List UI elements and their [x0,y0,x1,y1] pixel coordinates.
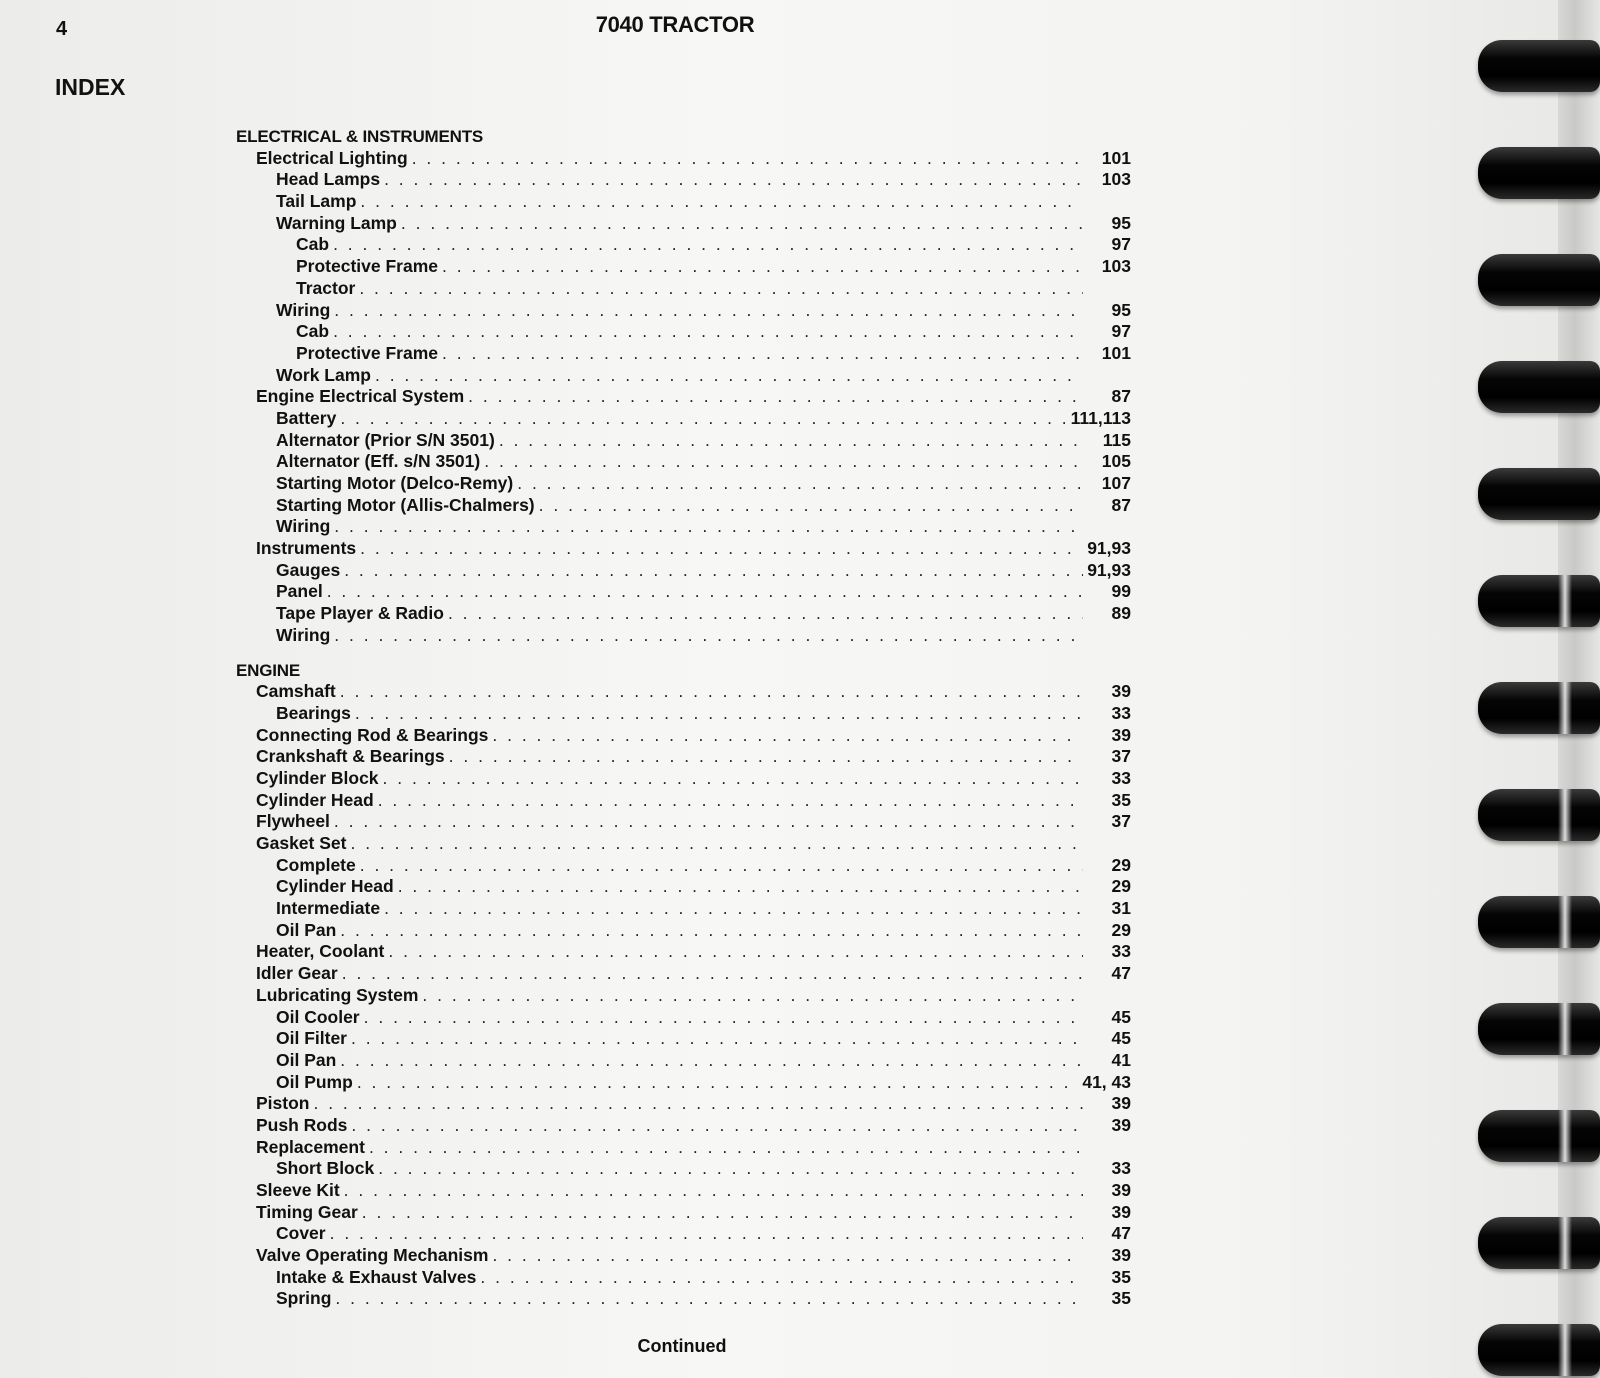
index-entry-page: 35 [1111,1266,1131,1287]
index-entry-page: 39 [1111,1093,1131,1114]
index-entry [236,1050,1131,1072]
index-entry-page: 105 [1101,451,1131,472]
index-entry-page: 115 [1102,429,1131,450]
dot-leader [492,1245,1083,1267]
index-entry-label: Piston [256,1093,310,1114]
dot-leader [340,1050,1083,1072]
dot-leader [335,1288,1083,1310]
index-entry-label: Gauges [276,559,341,580]
dot-leader [357,1072,1079,1094]
index-entry-label: Cylinder Head [256,789,374,810]
dot-leader [378,1158,1083,1180]
index-entry-label: Oil Pump [276,1071,353,1092]
binding-coil [1478,682,1600,734]
index-entry-page: 39 [1111,724,1131,745]
index-entry-label: Work Lamp [276,364,371,385]
index-entry [236,365,1131,387]
index-entry [236,581,1131,603]
coil-highlight [1558,575,1572,627]
index-entry [236,1072,1131,1094]
index-entry-label: Gasket Set [256,833,347,853]
index-entry-page: 45 [1111,1006,1131,1027]
index-entry [236,876,1131,898]
index-entry-label: Tape Player & Radio [276,603,444,624]
dot-leader [344,1180,1083,1202]
index-entry-label: Alternator (Prior S/N 3501) [276,429,495,450]
dot-leader [517,473,1083,495]
dot-leader [333,321,1083,343]
index-entry-label: Warning Lamp [276,212,397,233]
dot-leader [333,234,1083,256]
index-entry-page: 99 [1111,581,1131,602]
index-entry [236,516,1131,538]
index-entry [236,495,1131,517]
index-entry-page: 95 [1111,212,1131,233]
index-entry-label: Replacement [256,1136,365,1157]
dot-leader [378,790,1083,812]
index-entry-page: 39 [1111,1201,1131,1222]
index-entry [236,703,1131,725]
index-entry-label: Tail Lamp [276,191,357,212]
index-entry-page: 95 [1111,299,1131,320]
dot-leader [398,876,1083,898]
index-entry-label: Cab [296,321,330,342]
index-entry-label: Valve Operating Mechanism [256,1245,489,1266]
index-entry-page: 87 [1111,494,1131,515]
index-entry [236,1007,1131,1029]
binding-coil [1478,254,1600,306]
binding-coil [1478,361,1600,413]
index-entry-label: Lubricating System [256,984,419,1005]
index-entry [236,538,1131,560]
index-entry-label: Wiring [276,516,331,537]
index-entry-page: 33 [1111,941,1131,962]
index-entry [236,725,1131,747]
index-entry [236,560,1131,582]
index-entry [236,1180,1131,1202]
index-entry [236,451,1131,473]
index-entry [236,256,1131,278]
index-entry [236,1158,1131,1180]
index-entry [236,746,1131,768]
index-entry-page: 107 [1101,473,1131,493]
index-entry-page: 33 [1111,702,1131,723]
dot-leader [484,451,1083,473]
index-entry-label: Protective Frame [296,256,439,277]
dot-leader [351,1028,1083,1050]
index-entry-page: 35 [1111,789,1131,810]
index-entry [236,148,1131,170]
dot-leader [480,1267,1083,1289]
index-entry-page: 35 [1111,1288,1131,1309]
index-entry-page: 103 [1101,169,1131,190]
binding-coil [1478,1110,1600,1162]
coil-highlight [1558,1217,1572,1269]
index-entry [236,833,1131,855]
index-entry [236,1093,1131,1115]
index-entry-page: 47 [1111,963,1131,984]
index-entry-label: Cylinder Block [256,767,379,788]
index-entry-label: Timing Gear [256,1201,358,1222]
index-entry [236,278,1131,300]
index-entry-label: Intake & Exhaust Valves [276,1266,477,1287]
index-entry-label: Battery [276,407,337,428]
index-entry-page: 41, 43 [1082,1071,1131,1092]
index-entry-page: 101 [1101,147,1131,168]
dot-leader [422,985,1083,1007]
binding-coil [1478,147,1600,199]
index-entry [236,169,1131,191]
dot-leader [350,833,1083,855]
index-entry-label: Idler Gear [256,963,338,984]
index-entry-page: 31 [1111,898,1131,919]
index-entry-page: 39 [1111,1114,1131,1135]
dot-leader [360,191,1083,213]
coil-highlight [1558,1324,1572,1376]
page-number: 4 [56,18,68,40]
index-entry-label: Electrical Lighting [256,147,408,168]
index-entry [236,855,1131,877]
dot-leader [364,1007,1083,1029]
index-entry [236,408,1131,430]
index-entry-page: 41 [1111,1049,1131,1070]
index-entry [236,963,1131,985]
index-entry-label: Wiring [276,624,331,645]
index-entry [236,213,1131,235]
index-entry-page: 29 [1111,919,1131,940]
index-entry-label: Starting Motor (Allis-Chalmers) [276,494,535,515]
dot-leader [369,1137,1083,1159]
index-entry-label: Complete [276,854,356,875]
binding-coil [1478,468,1600,520]
dot-leader [355,703,1083,725]
dot-leader [383,768,1083,790]
index-entry-label: Tractor [296,277,356,298]
binding-coil [1478,40,1600,92]
index-entry [236,1115,1131,1137]
dot-leader [384,169,1083,191]
index-entry-label: Crankshaft & Bearings [256,746,445,767]
index-entry-page: 91,93 [1087,559,1131,580]
index-entry [236,321,1131,343]
index-entry [236,1267,1131,1289]
index-entry-page: 47 [1111,1223,1131,1244]
index-entry-page: 89 [1111,603,1131,624]
spiral-binding [1470,0,1600,1378]
index-entry [236,790,1131,812]
dot-leader [442,256,1083,278]
dot-leader [412,148,1083,170]
index-entry-page: 33 [1111,1158,1131,1179]
index-entry-page: 37 [1111,746,1131,767]
page-title: 7040 TRACTOR [595,12,755,37]
coil-highlight [1558,682,1572,734]
dot-leader [384,898,1083,920]
index-entry [236,300,1131,322]
index-entry [236,898,1131,920]
index-entry-label: ELECTRICAL & INSTRUMENTS [236,127,484,146]
index-entry [236,1202,1131,1224]
dot-leader [340,681,1083,703]
binding-coil [1478,1003,1600,1055]
binding-coil [1478,575,1600,627]
index-entry-label: Alternator (Eff. s/N 3501) [276,451,481,472]
index-entry-label: Bearings [276,702,351,723]
dot-leader [334,300,1083,322]
dot-leader [442,343,1083,365]
dot-leader [448,603,1083,625]
index-entry-label: Protective Frame [296,342,439,363]
dot-leader [344,560,1083,582]
dot-leader [330,1223,1083,1245]
dot-leader [334,516,1083,538]
index-entry [236,1245,1131,1267]
index-section-heading [236,126,1131,148]
index-entry [236,625,1131,647]
index-entry [236,1223,1131,1245]
dot-leader [492,725,1083,747]
index-entry-label: Cab [296,234,330,255]
dot-leader [334,625,1083,647]
index-entry [236,681,1131,703]
dot-leader [401,213,1083,235]
index-entry-page: 37 [1111,811,1131,832]
index-entry [236,386,1131,408]
dot-leader [539,495,1083,517]
index-entry [236,234,1131,256]
index-entry-page: 33 [1111,767,1131,788]
coil-highlight [1558,1003,1572,1055]
coil-highlight [1558,1110,1572,1162]
index-entry-page: 45 [1111,1028,1131,1049]
index-entry-page: 101 [1101,342,1131,363]
dot-leader [449,746,1083,768]
index-entry-label: ENGINE [236,660,300,680]
binding-coil [1478,896,1600,948]
index-list [236,126,1131,1310]
index-entry [236,941,1131,963]
index-entry-label: Intermediate [276,898,381,919]
index-entry-page: 91,93 [1087,538,1131,559]
index-entry [236,768,1131,790]
binding-coil [1478,1217,1600,1269]
dot-leader [340,920,1083,942]
dot-leader [362,1202,1083,1224]
index-entry-label: Short Block [276,1158,375,1179]
index-entry-label: Engine Electrical System [256,386,465,407]
dot-leader [388,941,1083,963]
index-entry [236,343,1131,365]
index-section-heading [236,660,1131,682]
dot-leader [360,538,1083,560]
index-entry [236,473,1131,495]
index-entry-label: Panel [276,581,323,602]
dot-leader [360,855,1083,877]
index-entry-label: Push Rods [256,1114,348,1135]
index-entry-label: Cover [276,1223,326,1244]
index-entry [236,811,1131,833]
index-entry-label: Flywheel [256,811,330,832]
index-entry-label: Oil Cooler [276,1006,360,1027]
index-entry [236,1137,1131,1159]
index-entry [236,191,1131,213]
dot-leader [351,1115,1083,1137]
dot-leader [342,963,1083,985]
binding-coil [1478,1324,1600,1376]
index-entry-page: 29 [1111,876,1131,897]
index-entry [236,1028,1131,1050]
continued-note: Continued [637,1336,727,1356]
index-entry-page: 39 [1111,681,1131,702]
index-entry-label: Instruments [256,538,357,559]
index-entry-page: 103 [1101,256,1131,277]
index-entry-label: Starting Motor (Delco-Remy) [276,473,514,493]
index-entry-page: 97 [1111,234,1131,255]
index-entry-page: 39 [1111,1245,1131,1266]
index-entry-label: Head Lamps [276,169,381,190]
dot-leader [313,1093,1083,1115]
coil-highlight [1558,896,1572,948]
index-entry [236,603,1131,625]
index-entry-page: 111,113 [1070,407,1131,428]
dot-leader [359,278,1083,300]
index-entry [236,985,1131,1007]
index-entry [236,430,1131,452]
index-entry [236,1288,1131,1310]
index-entry-label: Cylinder Head [276,876,394,897]
dot-leader [327,581,1083,603]
index-entry-label: Connecting Rod & Bearings [256,724,489,745]
coil-highlight [1558,789,1572,841]
index-entry-page: 87 [1111,386,1131,407]
index-heading: INDEX [55,74,126,100]
dot-leader [499,430,1083,452]
index-entry [236,920,1131,942]
index-entry-page: 29 [1111,854,1131,875]
dot-leader [468,386,1083,408]
index-entry-label: Camshaft [256,681,336,702]
index-entry-label: Spring [276,1288,332,1309]
index-entry-label: Sleeve Kit [256,1180,340,1200]
dot-leader [334,811,1083,833]
index-entry-label: Oil Pan [276,919,337,940]
index-entry-label: Oil Pan [276,1049,337,1070]
index-entry-page: 97 [1111,321,1131,342]
index-entry-page: 39 [1111,1180,1131,1200]
index-entry-label: Oil Filter [276,1028,347,1049]
index-entry-label: Wiring [276,299,331,320]
dot-leader [375,365,1083,387]
binding-coil [1478,789,1600,841]
index-entry-label: Heater, Coolant [256,941,385,962]
dot-leader [340,408,1066,430]
